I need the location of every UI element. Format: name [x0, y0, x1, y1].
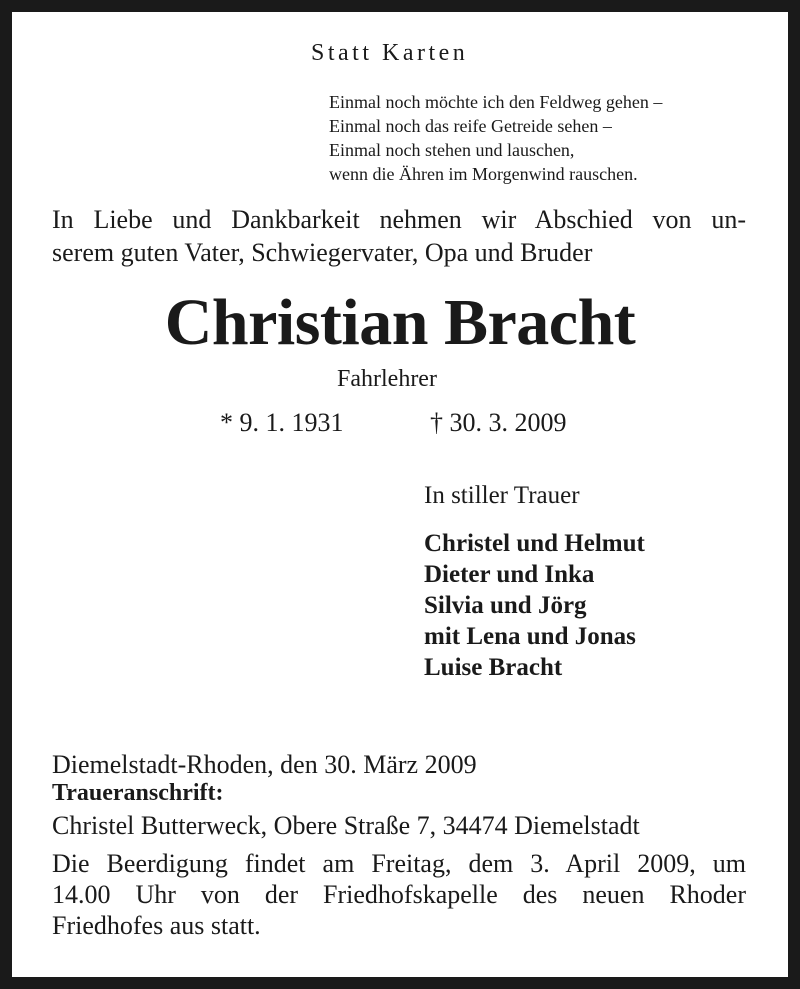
birth-date: * 9. 1. 1931: [220, 408, 344, 437]
funeral-notice: [52, 848, 746, 941]
poem-line: Einmal noch möchte ich den Feldweg gehen –: [329, 92, 663, 112]
place-date: Diemelstadt-Rhoden, den 30. März 2009: [52, 750, 477, 779]
death-date: † 30. 3. 2009: [430, 408, 567, 437]
poem-line: Einmal noch das reife Getreide sehen –: [329, 116, 612, 136]
intro-text: [52, 203, 746, 269]
mourner-name: Dieter und Inka: [424, 561, 595, 588]
mourner-name: Silvia und Jörg: [424, 592, 587, 619]
deceased-profession: Fahrlehrer: [337, 366, 437, 392]
mourner-name: Christel und Helmut: [424, 530, 645, 557]
poem-line: Einmal noch stehen und lauschen,: [329, 140, 575, 160]
poem: [329, 90, 662, 186]
poem-line: wenn die Ähren im Morgenwind rauschen.: [329, 164, 638, 184]
deceased-name: Christian Bracht: [164, 286, 636, 359]
mourners-list: [424, 528, 645, 683]
heading: Statt Karten: [311, 40, 469, 66]
funeral-line: Friedhofes aus statt.: [52, 911, 261, 940]
address-label: Traueranschrift:: [52, 780, 224, 806]
funeral-line: 14.00 Uhr von der Friedhofskapelle des neuen Rhoder: [52, 880, 746, 909]
mourning-address: Christel Butterweck, Obere Straße 7, 34474 Diemelstadt: [52, 811, 640, 840]
intro-line: serem guten Vater, Schwiegervater, Opa und Bruder: [52, 238, 593, 267]
mourner-name: Luise Bracht: [424, 654, 563, 681]
intro-line: In Liebe und Dankbarkeit nehmen wir Abschied von un-: [52, 205, 746, 234]
mourner-name: mit Lena und Jonas: [424, 623, 636, 650]
funeral-line: Die Beerdigung findet am Freitag, dem 3. April 2009, um: [52, 849, 746, 878]
mourners-label: In stiller Trauer: [424, 482, 580, 509]
